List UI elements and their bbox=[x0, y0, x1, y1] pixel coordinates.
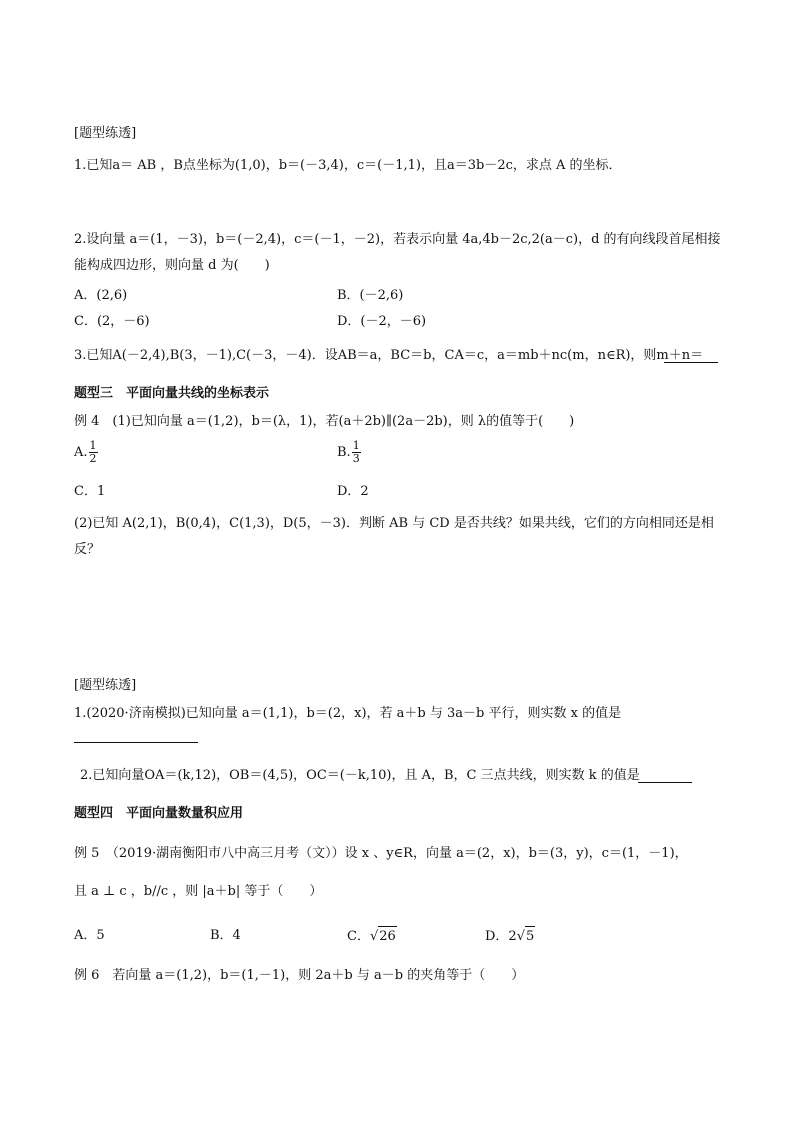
option-label: C． bbox=[347, 929, 370, 944]
example4-option-d: D．2 bbox=[337, 484, 369, 499]
section-title-3: 题型三 平面向量共线的坐标表示 bbox=[74, 386, 270, 401]
fraction-denominator: 3 bbox=[352, 452, 360, 465]
practice-q2-line2: 能构成四边形，则向量 d 为( ) bbox=[74, 258, 270, 273]
practice-q2-option-b: B．(－2,6) bbox=[337, 288, 404, 303]
practice-q3: 3.已知A(－2,4),B(3，－1),C(－3，－4)．设AB＝a，BC＝b，CA＝c，a＝mb＋nc(m，n∈R)，则m＋n＝ bbox=[74, 348, 704, 363]
example6: 例 6 若向量 a＝(1,2)，b＝(1,－1)，则 2a＋b 与 a－b 的夹角等于（ ） bbox=[74, 968, 525, 983]
answer-blank[interactable] bbox=[74, 728, 198, 743]
example4-part2-line2: 反？ bbox=[74, 542, 101, 557]
example5-option-c bbox=[347, 926, 397, 947]
practice2-q2: 2.已知向量OA＝(k,12)，OB＝(4,5)，OC＝(－k,10)，且 A，B，C 三点共线，则实数 k 的值是 bbox=[80, 768, 640, 783]
fraction-denominator: 2 bbox=[89, 452, 97, 465]
option-label: A. bbox=[74, 445, 88, 460]
answer-blank[interactable] bbox=[638, 768, 692, 783]
practice-q2-option-a: A．(2,6) bbox=[74, 288, 128, 303]
example4-option-a bbox=[74, 440, 98, 465]
option-label: B. bbox=[337, 445, 351, 460]
fraction-numerator: 1 bbox=[352, 439, 360, 452]
option-label: D．2 bbox=[485, 929, 517, 944]
example5-option-a: A．5 bbox=[74, 928, 105, 943]
example4-part2-line1: (2)已知 A(2,1)，B(0,4)，C(1,3)，D(5，－3)．判断 AB 与 CD 是否共线？如果共线，它们的方向相同还是相 bbox=[74, 516, 714, 531]
practice-header-2: [题型练透] bbox=[74, 678, 137, 693]
fraction-numerator: 1 bbox=[89, 439, 97, 452]
practice-q2-line1: 2.设向量 a＝(1，－3)，b＝(－2,4)，c＝(－1，－2)，若表示向量 4a,4b－2c,2(a－c)，d 的有向线段首尾相接 bbox=[74, 232, 721, 247]
radicand: 26 bbox=[378, 926, 397, 947]
practice-q1: 1.已知a＝ AB ，B点坐标为(1,0)，b＝(－3,4)，c＝(－1,1)，且a＝3b－2c，求点 A 的坐标． bbox=[74, 158, 622, 173]
practice-header-1: [题型练透] bbox=[74, 126, 137, 141]
example4-option-b bbox=[337, 440, 361, 465]
sqrt-sign: √ bbox=[516, 929, 525, 944]
example5-option-d bbox=[485, 926, 535, 947]
example4-line1: 例 4 (1)已知向量 a＝(1,2)，b＝(λ，1)，若(a＋2b)∥(2a－2b)，则 λ的值等于( ) bbox=[74, 414, 575, 429]
practice2-q1-line1: 1.(2020·济南模拟)已知向量 a＝(1,1)，b＝(2，x)，若 a＋b 与 3a－b 平行，则实数 x 的值是 bbox=[74, 706, 622, 721]
fraction bbox=[352, 440, 361, 465]
radicand: 5 bbox=[525, 926, 535, 947]
example4-option-c: C．1 bbox=[74, 484, 106, 499]
section-title-4: 题型四 平面向量数量积应用 bbox=[74, 806, 244, 821]
example5-line2: 且 a ⊥ c ，b//c ，则 |a＋b| 等于（ ） bbox=[74, 884, 323, 899]
answer-blank[interactable] bbox=[664, 348, 718, 363]
example5-line1: 例 5 （2019·湖南衡阳市八中高三月考（文））设 x 、y∈R，向量 a＝(2，x)，b＝(3，y)，c＝(1，－1)， bbox=[74, 846, 688, 861]
practice-q2-option-d: D．(－2，－6) bbox=[337, 314, 427, 329]
fraction bbox=[89, 440, 98, 465]
practice-q2-option-c: C．(2，－6) bbox=[74, 314, 150, 329]
sqrt-sign: √ bbox=[369, 929, 379, 944]
example5-option-b: B．4 bbox=[210, 928, 241, 943]
